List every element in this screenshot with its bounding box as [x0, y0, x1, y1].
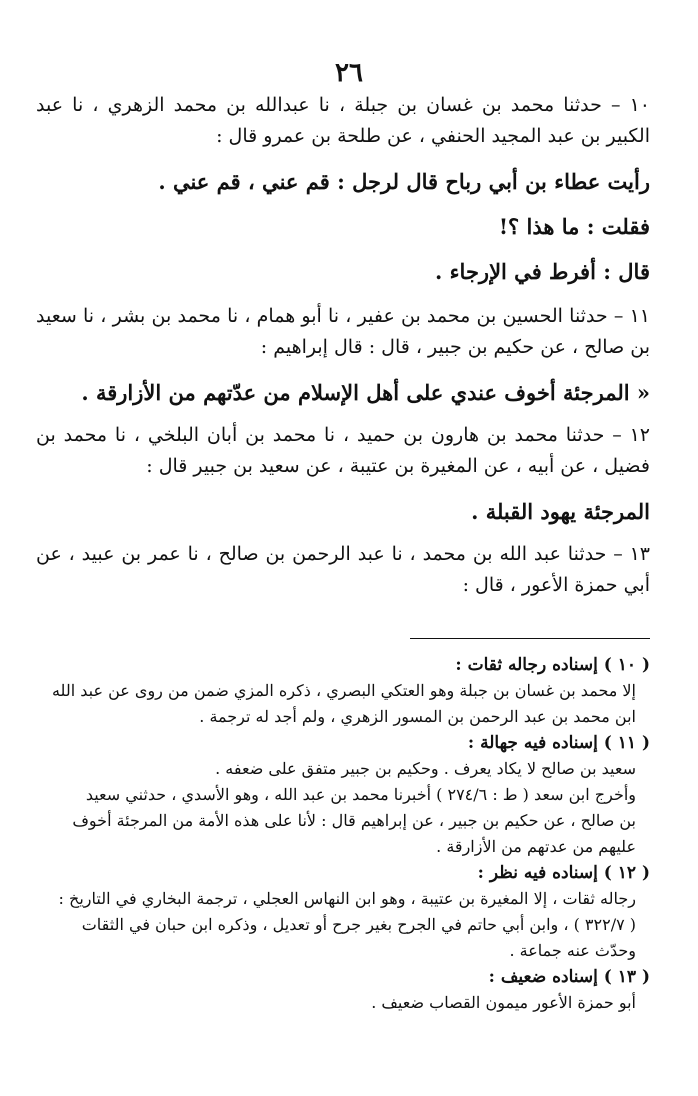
footnote-line: أبو حمزة الأعور ميمون القصاب ضعيف . [371, 993, 636, 1012]
footnote-line: بن صالح ، عن حكيم بن جبير ، عن إبراهيم قال : لأنا على هذه الأمة من المرجئة أخوف [72, 811, 636, 830]
page-number: ٢٦ [335, 58, 363, 88]
footnote-heading: ( ١٢ ) إسناده فيه نظر : [477, 863, 650, 883]
hadith-11-text: « المرجئة أخوف عندي على أهل الإسلام من عدّتهم من الأزارقة . [81, 380, 650, 405]
hadith-10-text-1: رأيت عطاء بن أبي رباح قال لرجل : قم عني ، قم عني . [158, 169, 650, 194]
hadith-11-chain: ١١ – حدثنا الحسين بن محمد بن عفير ، نا أبو همام ، نا محمد بن بشر ، نا سعيد بن صالح ، عن حكيم بن جبير ، قال : قال إبراهيم : [36, 305, 650, 358]
footnote-line: وحدّث عنه جماعة . [509, 941, 636, 960]
footnotes [36, 652, 650, 1016]
hadith-10-chain: ١٠ – حدثنا محمد بن غسان بن جبلة ، نا عبدالله بن محمد الزهري ، نا عبد الكبير بن عبد المجيد الحنفي ، عن طلحة بن عمرو قال : [36, 94, 650, 147]
footnote-line: رجاله ثقات ، إلا المغيرة بن عتيبة ، وهو ابن النهاس العجلي ، ترجمة البخاري في التاريخ : [58, 889, 636, 908]
main-text [36, 90, 650, 601]
hadith-12-text: المرجئة يهود القبلة . [471, 499, 650, 524]
footnote-13 [36, 964, 650, 1016]
footnote-separator [410, 638, 650, 639]
hadith-10-text-2: فقلت : ما هذا ؟! [498, 214, 650, 239]
footnote-heading: ( ١١ ) إسناده فيه جهالة : [467, 733, 650, 753]
hadith-13-chain: ١٣ – حدثنا عبد الله بن محمد ، نا عبد الرحمن بن صالح ، نا عمر بن عبيد ، عن أبي حمزة الأعور ، قال : [36, 543, 651, 596]
footnote-12 [36, 860, 650, 964]
footnote-line: عليهم من عدتهم من الأزارقة . [436, 837, 636, 856]
footnote-heading: ( ١٣ ) إسناده ضعيف : [488, 967, 650, 987]
footnote-line: وأخرج ابن سعد ( ط : ٢٧٤/٦ ) أخبرنا محمد بن عبد الله ، وهو الأسدي ، حدثني سعيد [85, 785, 636, 804]
footnote-10 [36, 652, 650, 730]
footnote-line: سعيد بن صالح لا يكاد يعرف . وحكيم بن جبير متفق على ضعفه . [215, 759, 636, 778]
footnote-line: ابن محمد بن عبد الرحمن بن المسور الزهري ، ولم أجد له ترجمة . [199, 707, 636, 726]
footnote-line: إلا محمد بن غسان بن جبلة وهو العتكي البصري ، ذكره المزي ضمن من روى عن عبد الله [51, 681, 636, 700]
footnote-line: ( ٣٢٢/٧ ) ، وابن أبي حاتم في الجرح بغير جرح أو تعديل ، وذكره ابن حبان في الثقات [81, 915, 636, 934]
hadith-10-text-3: قال : أفرط في الإرجاء . [435, 259, 650, 284]
footnote-11 [36, 730, 650, 860]
hadith-12-chain: ١٢ – حدثنا محمد بن هارون بن حميد ، نا محمد بن أبان البلخي ، نا محمد بن فضيل ، عن أبيه ، عن المغيرة بن عتيبة ، عن سعيد بن جبير قال : [36, 424, 650, 477]
footnote-heading: ( ١٠ ) إسناده رجاله ثقات : [455, 655, 650, 675]
